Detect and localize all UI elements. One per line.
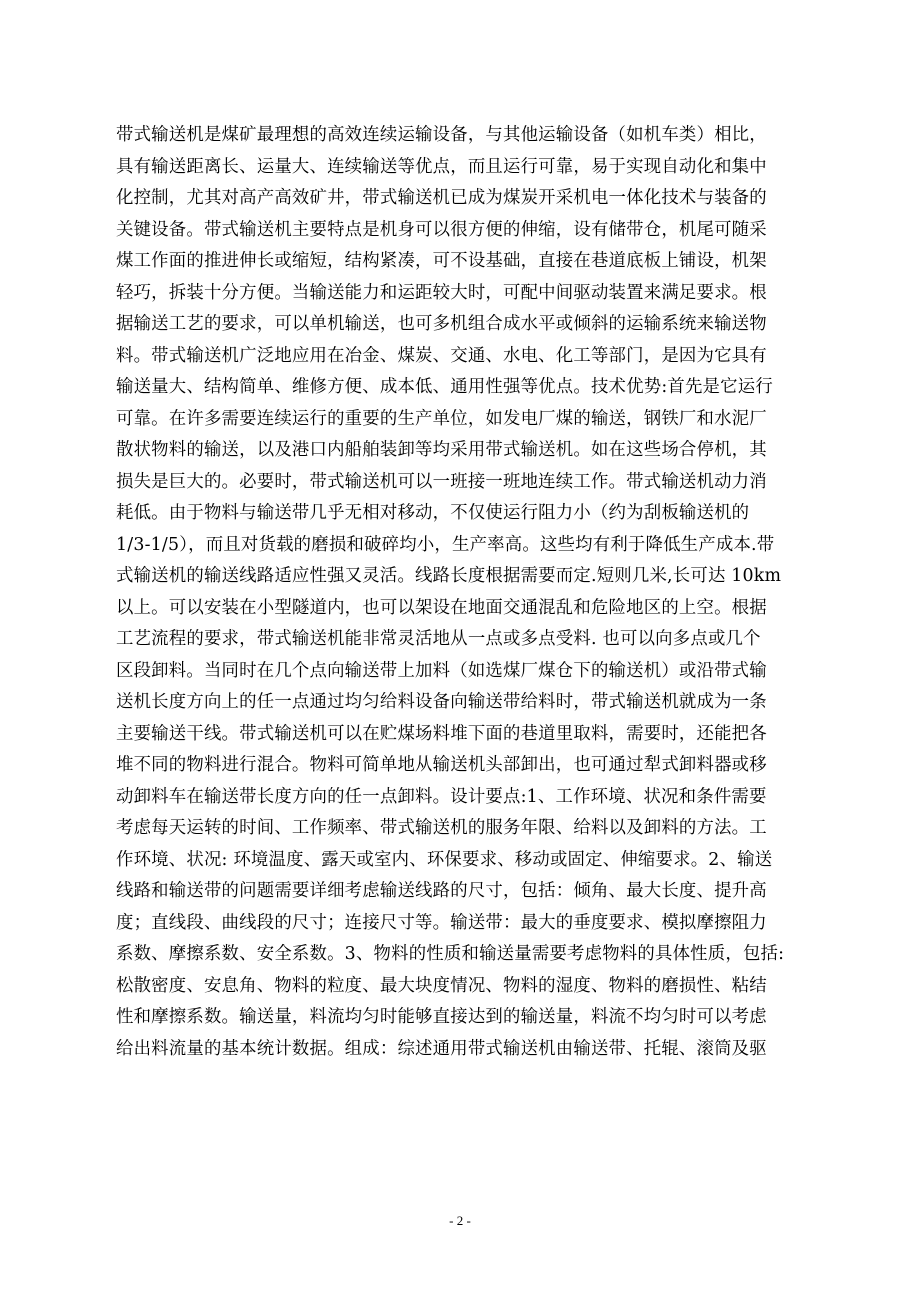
text-line: 散状物料的输送，以及港口内船舶装卸等均采用带式输送机。如在这些场合停机，其 bbox=[116, 440, 767, 460]
text-line: 轻巧，拆装十分方便。当输送能力和运距较大时，可配中间驱动装置来满足要求。根 bbox=[116, 282, 767, 303]
text-line: 动卸料车在输送带长度方向的任一点卸料。设计要点:1、工作环境、状况和条件需要 bbox=[116, 786, 767, 807]
text-line: 输送量大、结构简单、维修方便、成本低、通用性强等优点。技术优势:首先是它运行 bbox=[116, 377, 773, 397]
page-number: - 2 - bbox=[449, 1213, 471, 1228]
text-line: 主要输送干线。带式输送机可以在贮煤场料堆下面的巷道里取料，需要时，还能把各 bbox=[116, 723, 767, 744]
text-line: 以上。可以安装在小型隧道内，也可以架设在地面交通混乱和危险地区的上空。根据 bbox=[116, 597, 767, 618]
text-line: 松散密度、安息角、物料的粒度、最大块度情况、物料的湿度、物料的磨损性、粘结 bbox=[116, 975, 767, 996]
text-line: 考虑每天运转的时间、工作频率、带式输送机的服务年限、给料以及卸料的方法。工 bbox=[116, 818, 767, 838]
text-line: 带式输送机是煤矿最理想的高效连续运输设备，与其他运输设备（如机车类）相比， bbox=[116, 125, 767, 145]
text-line: 料。带式输送机广泛地应用在冶金、煤炭、交通、水电、化工等部门，是因为它具有 bbox=[116, 345, 767, 366]
text-line: 可靠。在许多需要连续运行的重要的生产单位，如发电厂煤的输送，钢铁厂和水泥厂 bbox=[116, 408, 767, 429]
text-line: 化控制，尤其对高产高效矿井，带式输送机已成为煤炭开采机电一体化技术与装备的 bbox=[116, 188, 767, 208]
text-line: 损失是巨大的。必要时，带式输送机可以一班接一班地连续工作。带式输送机动力消 bbox=[116, 471, 767, 492]
text-line: 煤工作面的推进伸长或缩短，结构紧凑，可不设基础，直接在巷道底板上铺设，机架 bbox=[116, 251, 767, 271]
text-line: 给出料流量的基本统计数据。组成：综述通用带式输送机由输送带、托辊、滚筒及驱 bbox=[116, 1038, 767, 1059]
text-line: 性和摩擦系数。输送量，料流均匀时能够直接达到的输送量，料流不均匀时可以考虑 bbox=[116, 1007, 767, 1027]
text-line: 式输送机的输送线路适应性强又灵活。线路长度根据需要而定.短则几米,长可达 10km bbox=[116, 566, 782, 586]
text-line: 工艺流程的要求，带式输送机能非常灵活地从一点或多点受料. 也可以向多点或几个 bbox=[116, 629, 761, 649]
text-line: 作环境、状况: 环境温度、露天或室内、环保要求、移动或固定、伸缩要求。2、输送 bbox=[116, 849, 773, 870]
text-line: 关键设备。带式输送机主要特点是机身可以很方便的伸缩，设有储带仓，机尾可随采 bbox=[116, 219, 767, 240]
text-line: 送机长度方向上的任一点通过均匀给料设备向输送带给料时，带式输送机就成为一条 bbox=[116, 692, 767, 712]
text-line: 区段卸料。当同时在几个点向输送带上加料（如选煤厂煤仓下的输送机）或沿带式输 bbox=[116, 660, 767, 681]
text-line: 具有输送距离长、运量大、连续输送等优点，而且运行可靠，易于实现自动化和集中 bbox=[116, 156, 767, 177]
text-line: 据输送工艺的要求，可以单机输送，也可多机组合成水平或倾斜的运输系统来输送物 bbox=[116, 314, 767, 334]
text-line: 度；直线段、曲线段的尺寸；连接尺寸等。输送带：最大的垂度要求、模拟摩擦阻力 bbox=[116, 912, 767, 933]
text-line: 堆不同的物料进行混合。物料可简单地从输送机头部卸出，也可通过犁式卸料器或移 bbox=[116, 755, 767, 775]
text-line: 耗低。由于物料与输送带几乎无相对移动，不仅使运行阻力小（约为刮板输送机的 bbox=[116, 503, 750, 523]
body-text bbox=[116, 120, 806, 1065]
text-line: 1/3-1/5），而且对货载的磨损和破碎均小，生产率高。这些均有利于降低生产成本.带 bbox=[116, 534, 775, 555]
text-line: 线路和输送带的问题需要详细考虑输送线路的尺寸，包括：倾角、最大长度、提升高 bbox=[116, 881, 767, 901]
text-line: 系数、摩擦系数、安全系数。3、物料的性质和输送量需要考虑物料的具体性质，包括: bbox=[116, 944, 785, 964]
